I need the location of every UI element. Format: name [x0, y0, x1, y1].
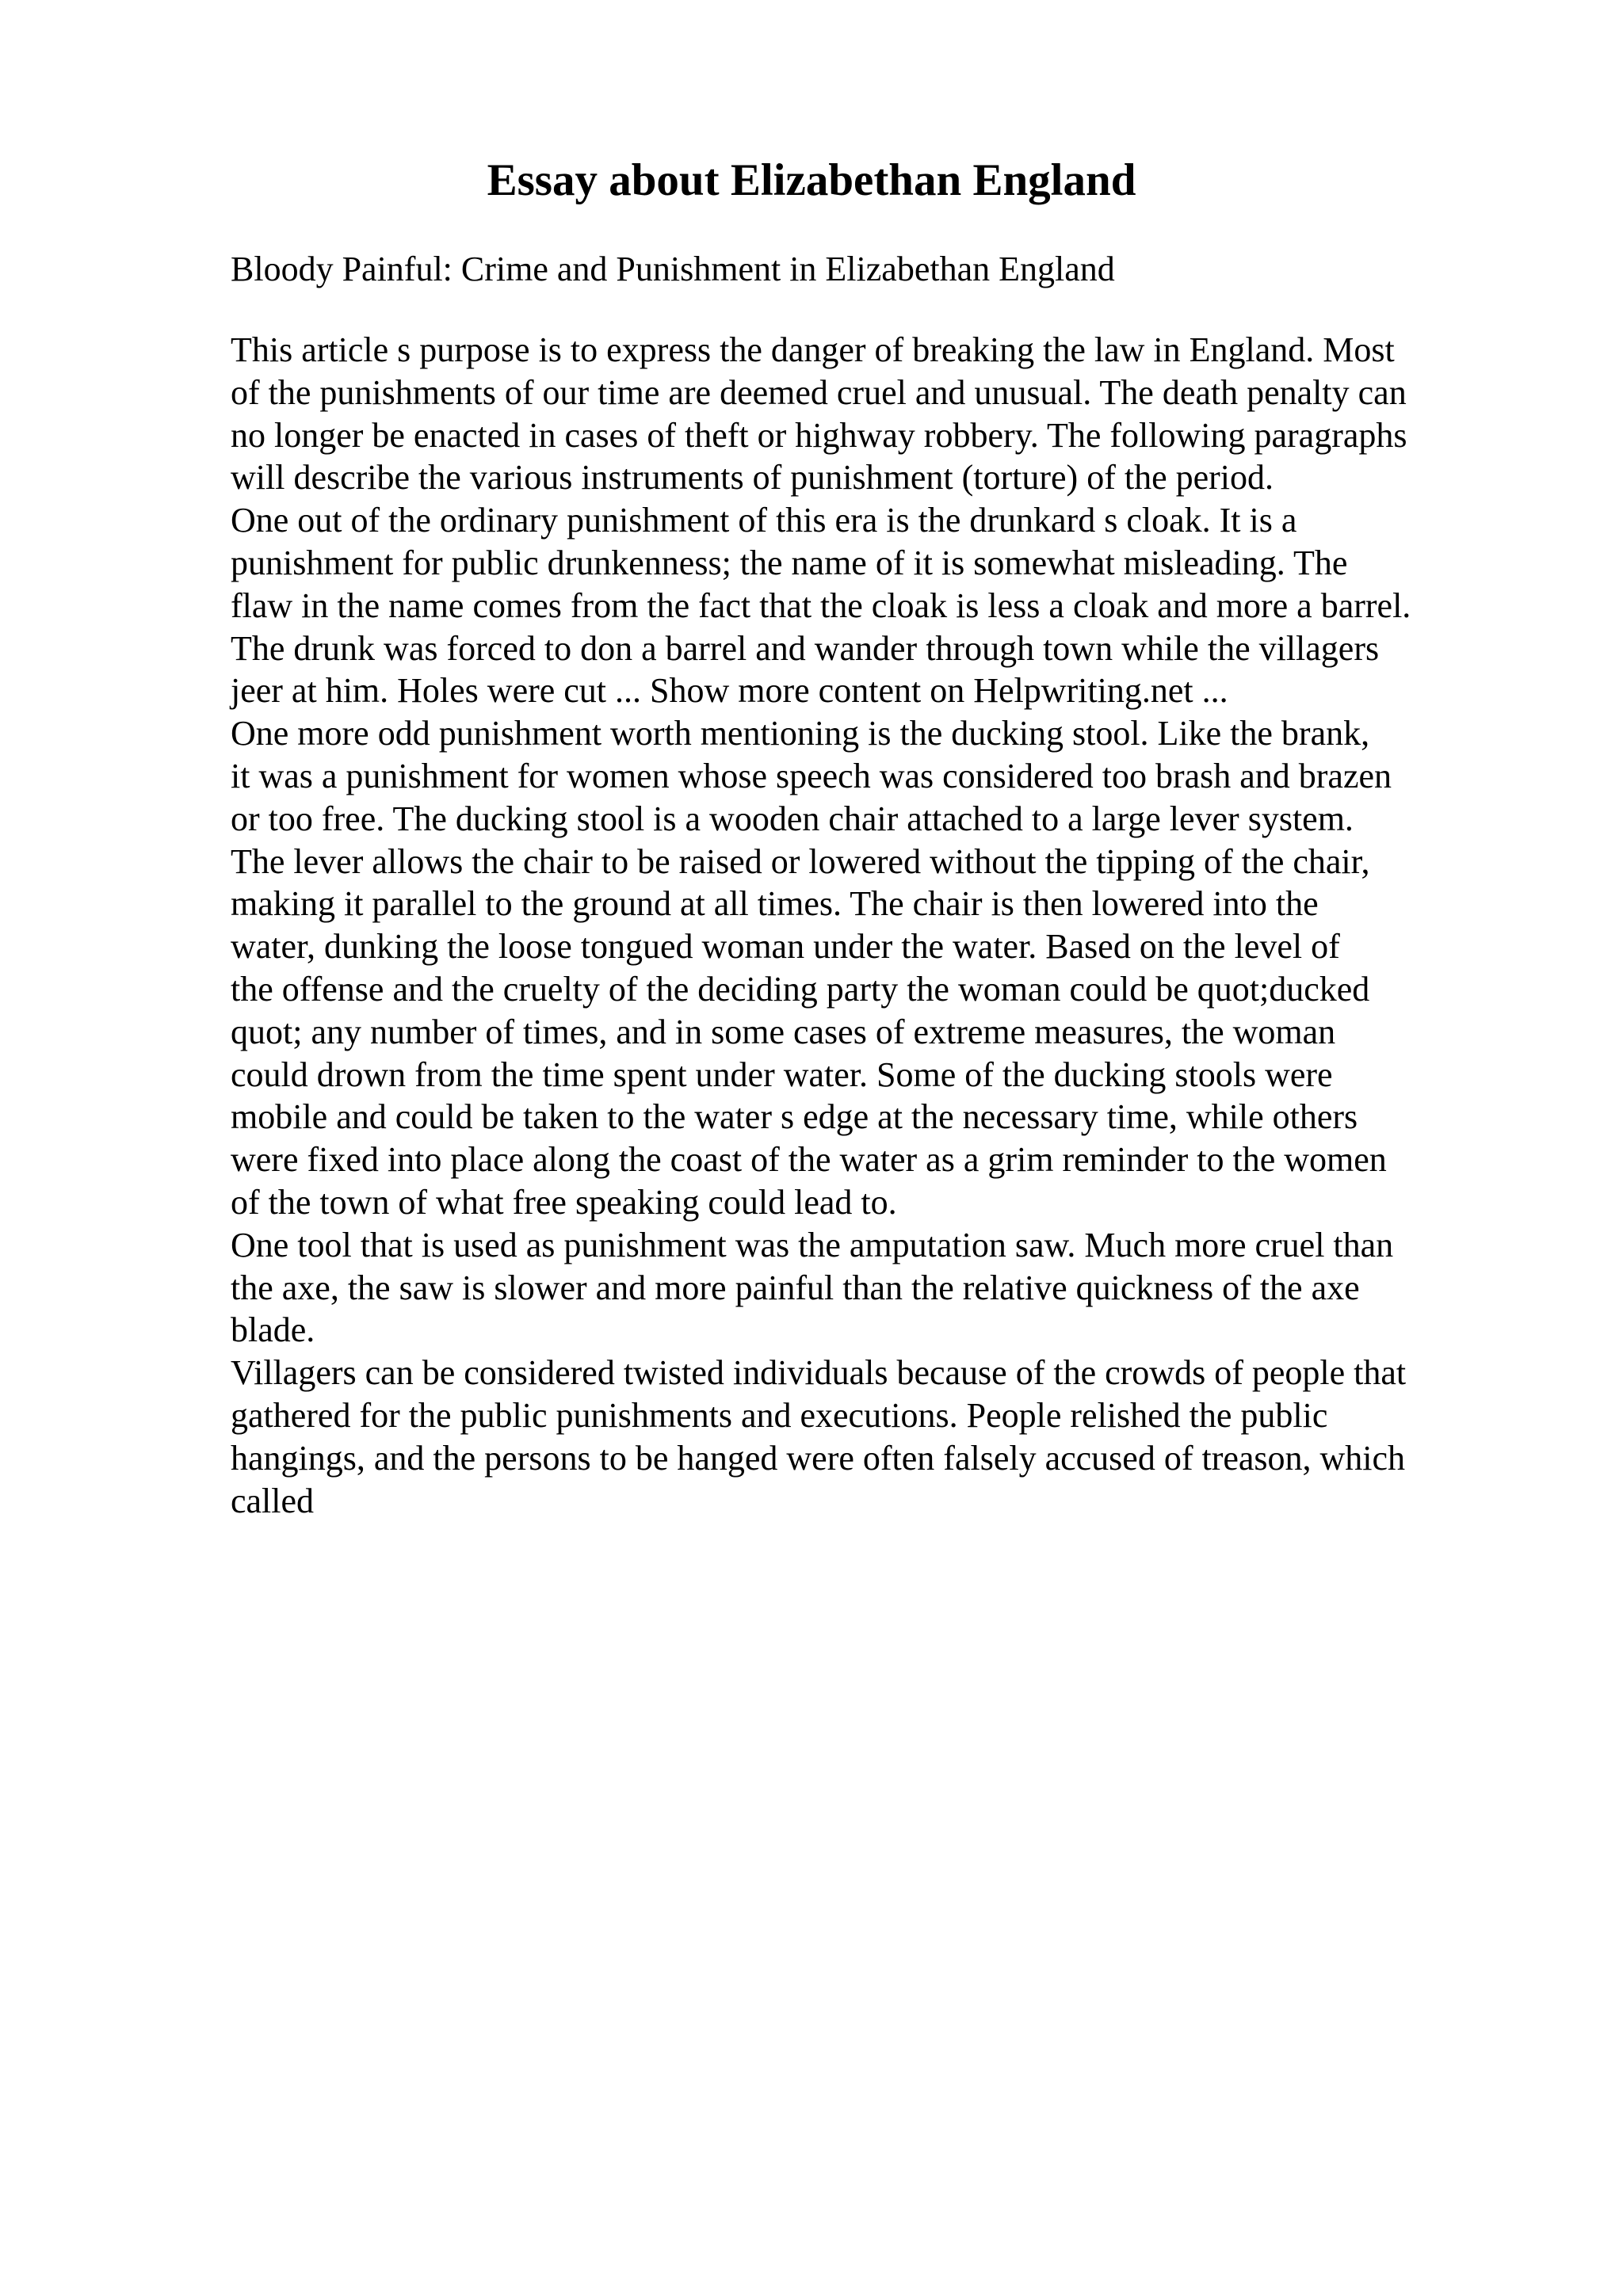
body-line: The drunk was forced to don a barrel and wander through town while the villagers	[231, 628, 1380, 668]
body-line: making it parallel to the ground at all times. The chair is then lowered into the	[231, 884, 1319, 924]
body-line: jeer at him. Holes were cut ... Show more content on Helpwriting.net ...	[231, 671, 1228, 711]
essay-body	[231, 329, 1411, 1522]
body-line: The lever allows the chair to be raised or lowered without the tipping of the chair,	[231, 841, 1370, 881]
body-line: called	[231, 1481, 315, 1520]
body-line: of the town of what free speaking could lead to.	[231, 1182, 897, 1222]
body-line: blade.	[231, 1310, 315, 1350]
body-line: no longer be enacted in cases of theft or highway robbery. The following paragraphs	[231, 415, 1407, 455]
body-line: flaw in the name comes from the fact that the cloak is less a cloak and more a barrel.	[231, 585, 1411, 625]
body-line: of the punishments of our time are deemed cruel and unusual. The death penalty can	[231, 372, 1407, 412]
document-title: Essay about Elizabethan England	[487, 155, 1136, 205]
body-line: This article s purpose is to express the danger of breaking the law in England. Most	[231, 330, 1395, 369]
body-line: will describe the various instruments of punishment (torture) of the period.	[231, 458, 1274, 498]
body-line: or too free. The ducking stool is a wooden chair attached to a large lever system.	[231, 799, 1354, 838]
body-line: One out of the ordinary punishment of this era is the drunkard s cloak. It is a	[231, 501, 1297, 540]
body-line: One tool that is used as punishment was the amputation saw. Much more cruel than	[231, 1225, 1394, 1264]
body-line: were fixed into place along the coast of the water as a grim reminder to the women	[231, 1140, 1387, 1180]
body-line: water, dunking the loose tongued woman under the water. Based on the level of	[231, 927, 1340, 967]
body-line: hangings, and the persons to be hanged were often falsely accused of treason, which	[231, 1438, 1406, 1478]
body-line: the axe, the saw is slower and more painful than the relative quickness of the axe	[231, 1268, 1360, 1307]
body-line: One more odd punishment worth mentioning is the ducking stool. Like the brank,	[231, 714, 1370, 753]
document-subtitle: Bloody Painful: Crime and Punishment in Elizabethan England	[231, 250, 1115, 288]
body-line: quot; any number of times, and in some cases of extreme measures, the woman	[231, 1012, 1336, 1051]
body-line: the offense and the cruelty of the deciding party the woman could be quot;ducked	[231, 969, 1370, 1009]
body-line: could drown from the time spent under water. Some of the ducking stools were	[231, 1055, 1333, 1094]
body-line: Villagers can be considered twisted individuals because of the crowds of people that	[231, 1353, 1407, 1393]
body-line: gathered for the public punishments and executions. People relished the public	[231, 1395, 1328, 1435]
body-line: mobile and could be taken to the water s edge at the necessary time, while others	[231, 1097, 1358, 1137]
body-line: punishment for public drunkenness; the name of it is somewhat misleading. The	[231, 543, 1348, 582]
body-line: it was a punishment for women whose speech was considered too brash and brazen	[231, 756, 1392, 795]
